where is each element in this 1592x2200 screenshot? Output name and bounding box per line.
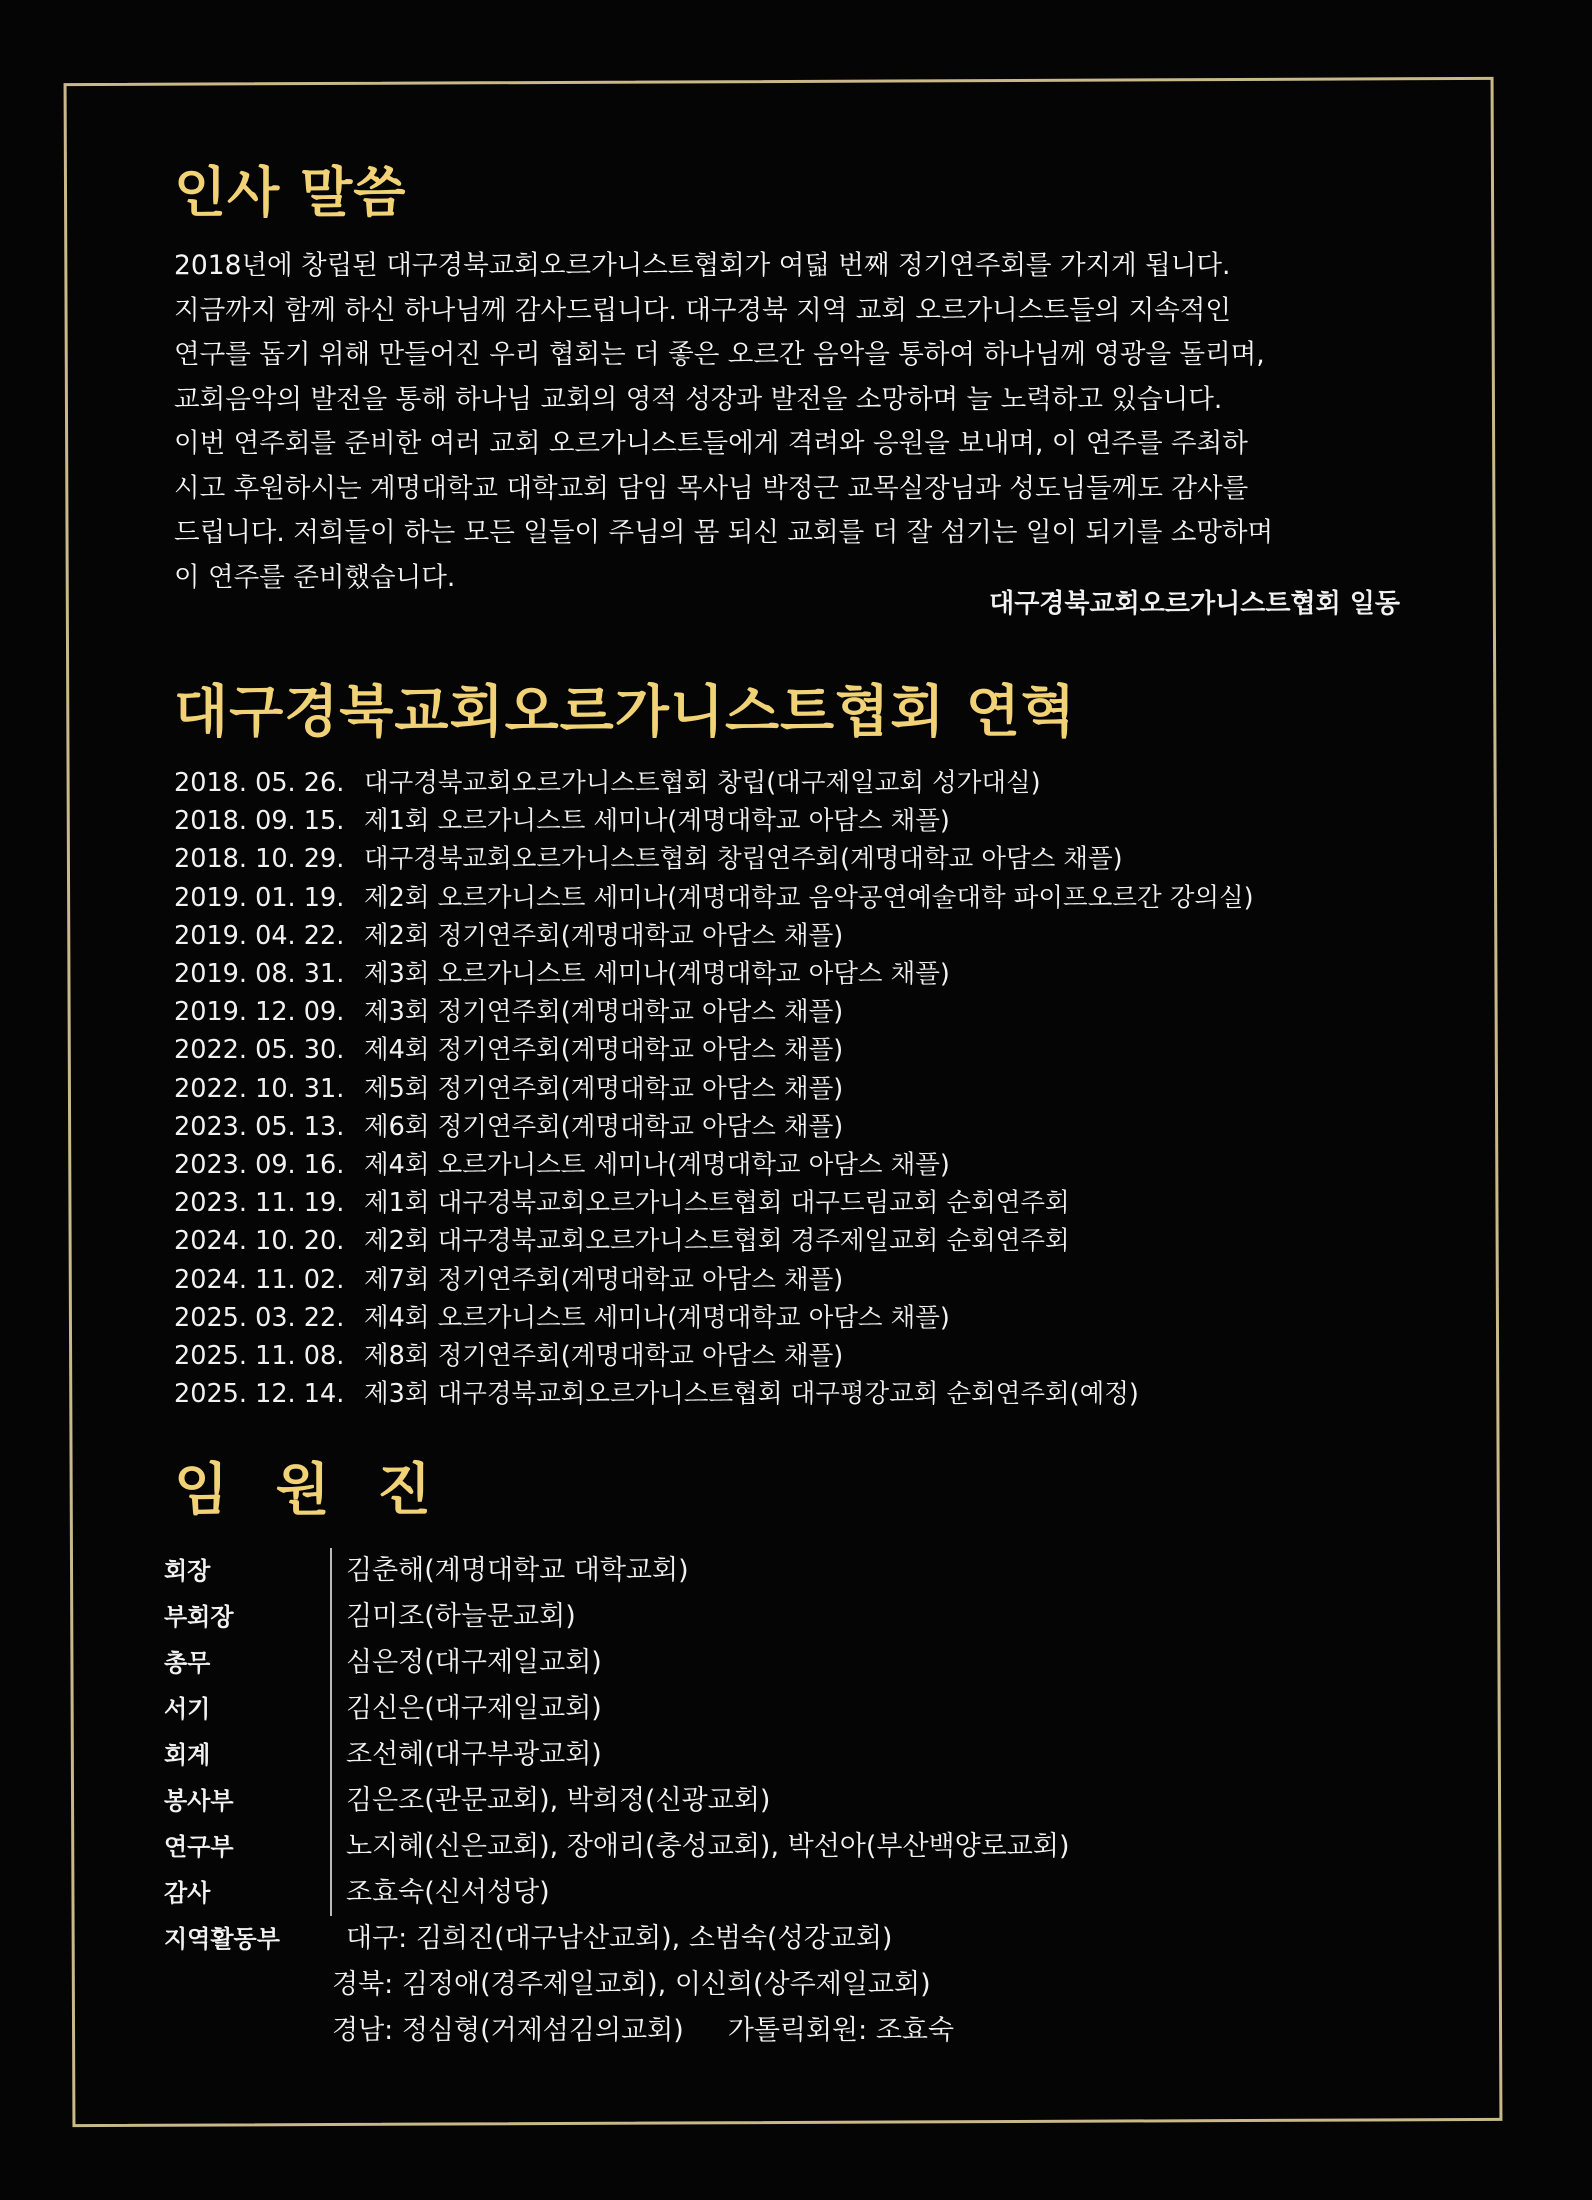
history-text: 제3회 대구경북교회오르가니스트협회 대구평강교회 순회연주회(예정)	[364, 1379, 1139, 1410]
regional-row	[164, 1962, 1070, 2008]
history-row	[174, 955, 1414, 993]
officers-list	[164, 1548, 1070, 2054]
officer-row	[164, 1548, 1070, 1594]
officer-names: 김춘해(계명대학교 대학교회)	[346, 1555, 689, 1586]
history-date: 2024. 11. 02.	[174, 1264, 345, 1295]
catholic-member: 가톨릭회원: 조효숙	[727, 2015, 955, 2046]
officer-role: 총무	[164, 1640, 332, 1686]
officer-row	[164, 1916, 1070, 1962]
officer-role: 회계	[164, 1732, 332, 1778]
officers-title: 임 원 진	[174, 1458, 446, 1523]
history-date: 2025. 03. 22.	[174, 1302, 345, 1333]
history-list	[174, 764, 1414, 1413]
officer-role: 서기	[164, 1686, 332, 1732]
officer-row	[164, 1594, 1070, 1640]
history-date: 2023. 09. 16.	[174, 1150, 345, 1181]
history-row	[174, 840, 1414, 878]
history-date: 2023. 05. 13.	[174, 1111, 345, 1142]
greeting-line: 연구를 돕기 위해 만들어진 우리 협회는 더 좋은 오르간 음악을 통하여 하나님께 영광을 돌리며,	[174, 339, 1265, 370]
history-date: 2023. 11. 19.	[174, 1188, 345, 1219]
history-row	[174, 1146, 1414, 1184]
regional-gyeongbuk: 경북: 김정애(경주제일교회), 이신희(상주제일교회)	[332, 1969, 931, 2000]
officer-role: 감사	[164, 1870, 332, 1916]
history-date: 2019. 08. 31.	[174, 959, 345, 990]
history-row	[174, 1070, 1414, 1108]
officer-role: 연구부	[164, 1824, 332, 1870]
history-date: 2019. 04. 22.	[174, 920, 345, 951]
document-content	[164, 158, 1414, 2046]
history-date: 2022. 10. 31.	[174, 1073, 345, 1104]
history-text: 제1회 대구경북교회오르가니스트협회 대구드림교회 순회연주회	[364, 1188, 1070, 1219]
history-row	[174, 802, 1414, 840]
history-row	[174, 1337, 1414, 1375]
greeting-line: 드립니다. 저희들이 하는 모든 일들이 주님의 몸 되신 교회를 더 잘 섬기는 일이 되기를 소망하며	[174, 517, 1274, 548]
history-date: 2025. 12. 14.	[174, 1379, 345, 1410]
greeting-line: 교회음악의 발전을 통해 하나님 교회의 영적 성장과 발전을 소망하며 늘 노력하고 있습니다.	[174, 383, 1223, 415]
greeting-signature: 대구경북교회오르가니스트협회 일동	[989, 589, 1400, 619]
history-text: 제2회 정기연주회(계명대학교 아담스 채플)	[364, 920, 844, 951]
history-date: 2019. 12. 09.	[174, 997, 345, 1028]
officer-names: 노지혜(신은교회), 장애리(충성교회), 박선아(부산백양로교회)	[346, 1831, 1070, 1862]
regional-gyeongnam: 경남: 정심형(거제섬김의교회)	[332, 2015, 684, 2046]
history-text: 제4회 오르가니스트 세미나(계명대학교 아담스 채플)	[364, 1150, 950, 1181]
history-text: 제4회 오르가니스트 세미나(계명대학교 아담스 채플)	[364, 1302, 950, 1333]
officer-role: 부회장	[164, 1594, 332, 1640]
history-text: 제3회 오르가니스트 세미나(계명대학교 아담스 채플)	[364, 959, 950, 990]
history-text: 대구경북교회오르가니스트협회 창립(대구제일교회 성가대실)	[364, 768, 1041, 798]
history-text: 제2회 오르가니스트 세미나(계명대학교 음악공연예술대학 파이프오르간 강의실)	[364, 882, 1254, 913]
history-text: 제7회 정기연주회(계명대학교 아담스 채플)	[364, 1264, 844, 1295]
history-row	[174, 917, 1414, 955]
history-row	[174, 1184, 1414, 1222]
history-text: 제1회 오르가니스트 세미나(계명대학교 아담스 채플)	[364, 806, 950, 837]
history-row	[174, 1299, 1414, 1337]
history-date: 2019. 01. 19.	[174, 882, 345, 913]
history-row	[174, 764, 1414, 802]
officer-names: 조선혜(대구부광교회)	[346, 1739, 602, 1770]
history-date: 2018. 10. 29.	[174, 844, 345, 875]
officer-row	[164, 1732, 1070, 1778]
history-title: 대구경북교회오르가니스트협회 연혁	[174, 680, 1077, 745]
history-text: 제3회 정기연주회(계명대학교 아담스 채플)	[364, 997, 844, 1028]
history-row	[174, 1261, 1414, 1299]
greeting-body	[174, 244, 1414, 600]
greeting-line: 2018년에 창립된 대구경북교회오르가니스트협회가 여덟 번째 정기연주회를 가지게 됩니다.	[174, 250, 1231, 281]
greeting-line: 이번 연주회를 준비한 여러 교회 오르가니스트들에게 격려와 응원을 보내며, 이 연주를 주최하	[174, 428, 1248, 459]
greeting-line: 지금까지 함께 하신 하나님께 감사드립니다. 대구경북 지역 교회 오르가니스트들의 지속적인	[174, 294, 1231, 326]
history-date: 2024. 10. 20.	[174, 1226, 345, 1257]
officer-role: 봉사부	[164, 1778, 332, 1824]
history-text: 제2회 대구경북교회오르가니스트협회 경주제일교회 순회연주회	[364, 1226, 1070, 1257]
history-row	[174, 1222, 1414, 1260]
officer-names: 김신은(대구제일교회)	[346, 1693, 602, 1724]
history-text: 제8회 정기연주회(계명대학교 아담스 채플)	[364, 1341, 844, 1372]
history-date: 2022. 05. 30.	[174, 1035, 345, 1066]
greeting-title: 인사 말씀	[174, 161, 407, 224]
officer-names: 대구: 김희진(대구남산교회), 소범숙(성강교회)	[346, 1923, 893, 1954]
officer-names: 김미조(하늘문교회)	[346, 1601, 576, 1632]
greeting-line: 이 연주를 준비했습니다.	[174, 561, 456, 593]
officer-names: 김은조(관문교회), 박희정(신광교회)	[346, 1785, 771, 1816]
officer-role: 회장	[164, 1548, 332, 1594]
history-text: 제6회 정기연주회(계명대학교 아담스 채플)	[364, 1111, 844, 1142]
officer-row	[164, 1640, 1070, 1686]
history-row	[174, 879, 1414, 917]
history-text: 대구경북교회오르가니스트협회 창립연주회(계명대학교 아담스 채플)	[364, 844, 1123, 875]
history-row	[174, 1375, 1414, 1413]
history-row	[174, 1108, 1414, 1146]
history-date: 2025. 11. 08.	[174, 1341, 345, 1372]
officer-row	[164, 1870, 1070, 1916]
officer-row	[164, 1824, 1070, 1870]
greeting-line: 시고 후원하시는 계명대학교 대학교회 담임 목사님 박정근 교목실장님과 성도님들께도 감사를	[174, 472, 1249, 504]
history-date: 2018. 09. 15.	[174, 806, 345, 837]
history-text: 제4회 정기연주회(계명대학교 아담스 채플)	[364, 1035, 844, 1066]
history-date: 2018. 05. 26.	[174, 768, 345, 798]
history-text: 제5회 정기연주회(계명대학교 아담스 채플)	[364, 1073, 844, 1104]
officer-row	[164, 1778, 1070, 1824]
officer-row	[164, 1686, 1070, 1732]
officer-names: 조효숙(신서성당)	[346, 1877, 550, 1908]
regional-row	[164, 2008, 1070, 2054]
history-row	[174, 993, 1414, 1031]
officer-names: 심은정(대구제일교회)	[346, 1647, 602, 1678]
history-row	[174, 1031, 1414, 1069]
officer-role: 지역활동부	[164, 1925, 280, 1953]
